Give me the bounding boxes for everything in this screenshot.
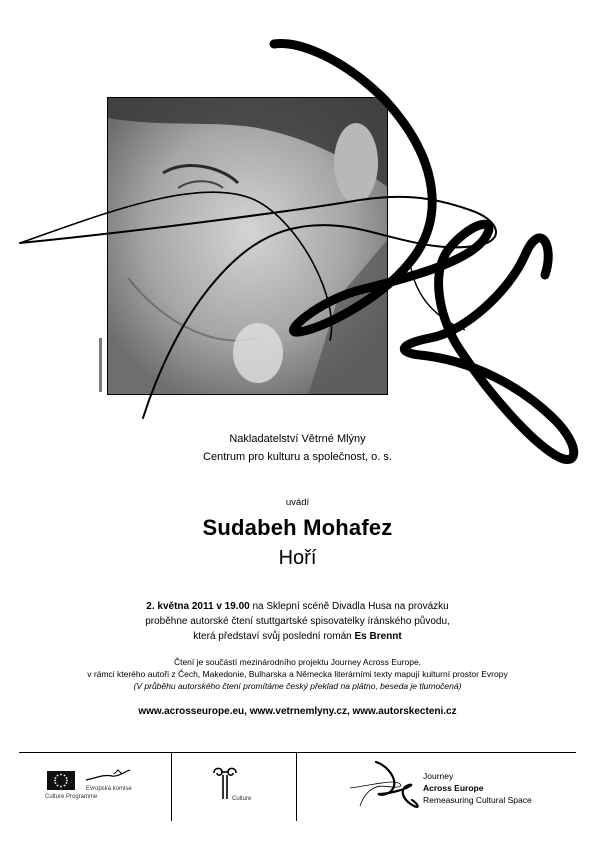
journey-logo-text	[423, 770, 532, 806]
ec-logo-icon	[84, 768, 134, 786]
journey-line-3: Remeasuring Cultural Space	[423, 795, 532, 805]
novel-title: Es Brennt	[354, 631, 402, 642]
website-links[interactable]: www.acrosseurope.eu, www.vetrnemlyny.cz, www.autorskecteni.cz	[138, 706, 457, 717]
eu-caption: Culture Programme	[45, 794, 98, 800]
project-info	[0, 656, 595, 692]
photo-side-bar	[99, 338, 102, 392]
event-line-2: proběhne autorské čtení stuttgartské spisovatelky íránského původu,	[145, 616, 450, 627]
project-line-3: (V průběhu autorského čtení promítáme český překlad na plátno, beseda je tlumočená)	[133, 681, 462, 691]
journey-line-1: Journey	[423, 771, 454, 781]
project-line-2: v rámci kterého autoři z Čech, Makedonie, Bulharska a Německa literárními texty mapují kulturní prostor Evropy	[87, 669, 508, 679]
event-line-1	[0, 599, 595, 614]
event-date: 2. května 2011 v 19.00	[146, 601, 250, 612]
organizers	[0, 430, 595, 466]
organizer-line-2: Centrum pro kulturu a společnost, o. s.	[203, 451, 392, 463]
journey-logo-icon	[348, 760, 423, 810]
presents-label: uvádí	[285, 497, 310, 508]
event-line-3-text: která představí svůj poslední román	[193, 631, 355, 642]
book-title: Hoří	[278, 547, 317, 569]
footer-separator-2	[296, 753, 297, 821]
project-line-1: Čtení je součástí mezinárodního projektu Journey Across Europe,	[173, 657, 422, 667]
culture-caption: Culture	[232, 796, 252, 802]
journey-line-2: Across Europe	[423, 783, 484, 793]
author-portrait-photo	[107, 97, 388, 395]
author-name: Sudabeh Mohafez	[202, 515, 393, 540]
footer-separator-1	[171, 753, 172, 821]
event-line-3	[0, 629, 595, 644]
ec-caption: Evropská komise	[86, 786, 132, 792]
event-details	[0, 599, 595, 644]
eu-flag-icon	[47, 771, 75, 790]
footer-divider	[19, 752, 576, 753]
event-venue: na Sklepní scéně Divadla Husa na provázku	[249, 601, 449, 612]
organizer-line-1: Nakladatelství Větrné Mlýny	[229, 433, 366, 445]
